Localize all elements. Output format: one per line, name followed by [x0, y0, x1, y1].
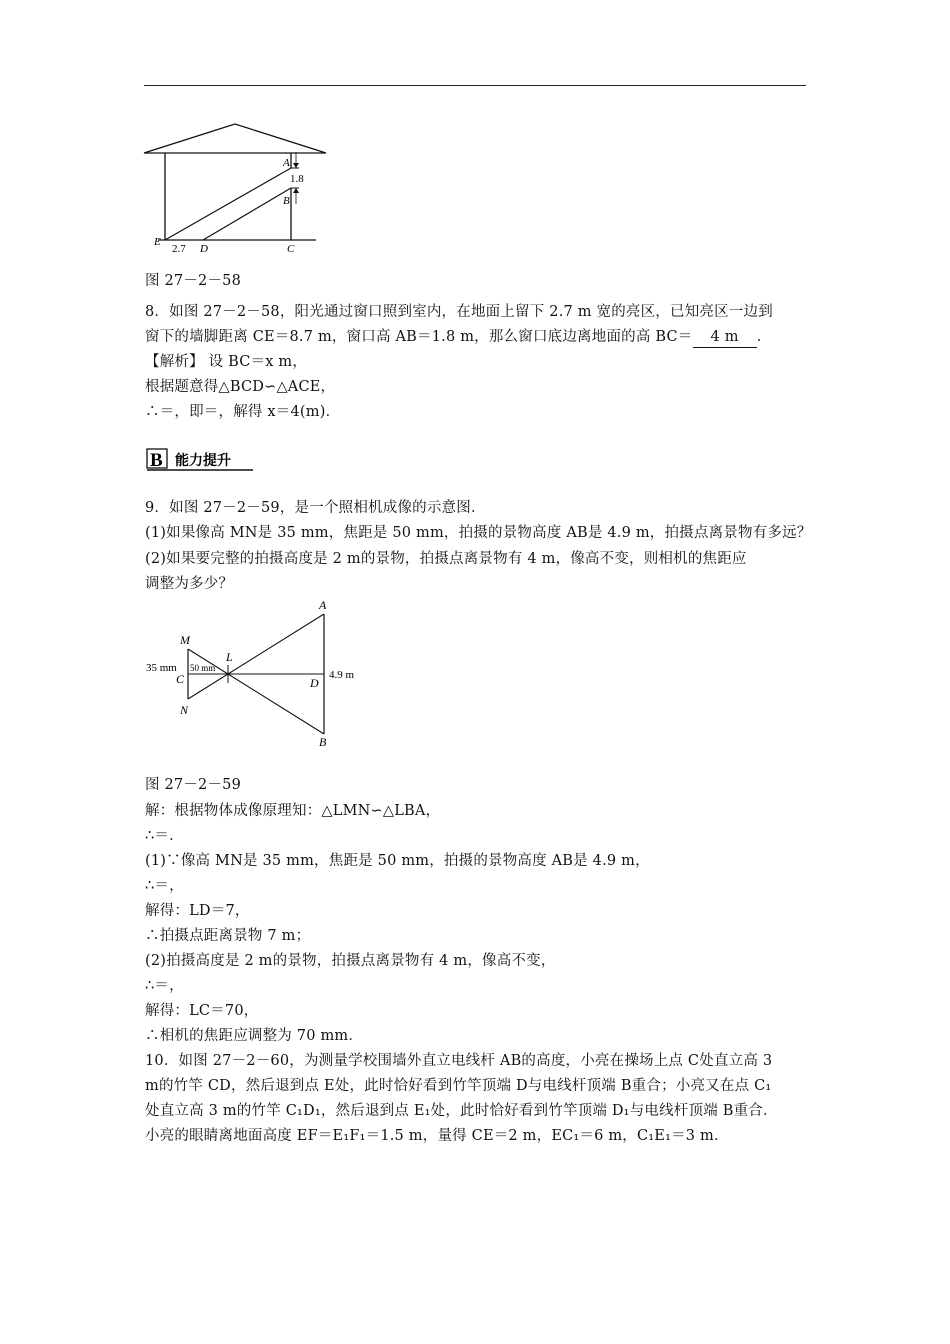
ray-ae	[165, 168, 291, 240]
ray-n-a	[188, 614, 324, 699]
solution-9-line-7: (2)拍摄高度是 2 m的景物，拍摄点离景物有 4 m，像高不变，	[145, 953, 556, 969]
problem-8-end: ．	[756, 329, 772, 345]
problem-10-line-4: 小亮的眼睛离地面高度 EF＝E₁F₁＝1.5 m，量得 CE＝2 m，EC₁＝6 m，C₁E₁＝3 m．	[145, 1128, 729, 1144]
label-b: B	[283, 195, 290, 207]
header-rule	[144, 85, 806, 86]
section-banner	[145, 446, 255, 472]
label-m: M	[180, 633, 190, 647]
figure-59-caption: 图 27－2－59	[145, 777, 242, 793]
label-a: A	[319, 598, 327, 612]
roof	[144, 124, 326, 153]
label-d: D	[200, 243, 208, 255]
ray-bd	[203, 188, 291, 240]
label-width: 2.7	[172, 243, 186, 255]
label-height: 1.8	[290, 173, 304, 185]
label-l: L	[226, 650, 233, 664]
label-image-height: 35 mm	[146, 662, 177, 674]
problem-9-line-3: (2)如果要完整的拍摄高度是 2 m的景物，拍摄点离景物有 4 m，像高不变，则相机的焦距应	[145, 551, 747, 567]
solution-9-line-4: ∴＝，	[145, 878, 184, 894]
problem-10-line-2: m的竹竿 CD，然后退到点 E处，此时恰好看到竹竿顶端 D与电线杆顶端 B重合；小亮又在点 C₁	[145, 1078, 772, 1094]
solution-8-line-3: ∴＝，即＝，解得 x＝4(m)．	[145, 404, 341, 420]
label-focal: 50 mm	[190, 663, 216, 673]
problem-9-line-4: 调整为多少？	[145, 576, 234, 592]
figure-27-2-59	[140, 596, 380, 750]
arrow-head-b	[293, 188, 299, 193]
label-e: E	[154, 236, 161, 248]
problem-9-line-2: (1)如果像高 MN是 35 mm，焦距是 50 mm，拍摄的景物高度 AB是 4.9 m，拍摄点离景物有多远？	[145, 525, 812, 541]
problem-10-line-3: 处直立高 3 m的竹竿 C₁D₁，然后退到点 E₁处，此时恰好看到竹竿顶端 D₁与电线杆顶端 B重合．	[145, 1103, 778, 1119]
figure-58-caption: 图 27－2－58	[145, 273, 242, 289]
label-c: C	[176, 672, 185, 686]
arrow-head-a	[293, 163, 299, 168]
label-b: B	[319, 735, 327, 749]
ray-m-b	[188, 649, 324, 734]
label-n: N	[180, 703, 189, 717]
figure-27-2-58	[140, 118, 330, 258]
solution-9-line-6: ∴拍摄点距离景物 7 m；	[145, 928, 311, 944]
solution-8-line-1: 【解析】 设 BC＝x m，	[145, 354, 308, 370]
label-c: C	[287, 243, 295, 255]
solution-9-line-9: 解得：LC＝70，	[145, 1003, 259, 1019]
label-a: A	[283, 157, 290, 169]
answer-blank: 4 m	[693, 327, 757, 348]
banner-letter: B	[150, 450, 163, 471]
label-d: D	[310, 676, 319, 690]
solution-9-line-2: ∴＝．	[145, 828, 184, 844]
solution-9-line-1: 解：根据物体成像原理知：△LMN∽△LBA，	[145, 803, 441, 819]
solution-9-line-10: ∴相机的焦距应调整为 70 mm．	[145, 1028, 364, 1044]
label-object-height: 4.9 m	[329, 669, 355, 681]
problem-8-text: 窗下的墙脚距离 CE＝8.7 m，窗口高 AB＝1.8 m，那么窗口底边离地面的高 BC＝	[145, 329, 693, 345]
solution-9-line-8: ∴＝，	[145, 978, 184, 994]
problem-10-line-1: 10．如图 27－2－60，为测量学校围墙外直立电线杆 AB的高度，小亮在操场上点 C处直立高 3	[145, 1053, 773, 1069]
solution-8-line-2: 根据题意得△BCD∽△ACE，	[145, 379, 336, 395]
problem-8-line-2	[145, 327, 771, 348]
solution-9-line-5: 解得：LD＝7，	[145, 903, 250, 919]
solution-9-line-3: (1)∵像高 MN是 35 mm，焦距是 50 mm，拍摄的景物高度 AB是 4.9 m，	[145, 853, 650, 869]
problem-8-line-1: 8．如图 27－2－58，阳光通过窗口照到室内，在地面上留下 2.7 m 宽的亮区，已知亮区一边到	[145, 304, 773, 320]
banner-title: 能力提升	[175, 453, 231, 469]
problem-9-line-1: 9．如图 27－2－59，是一个照相机成像的示意图．	[145, 500, 486, 516]
